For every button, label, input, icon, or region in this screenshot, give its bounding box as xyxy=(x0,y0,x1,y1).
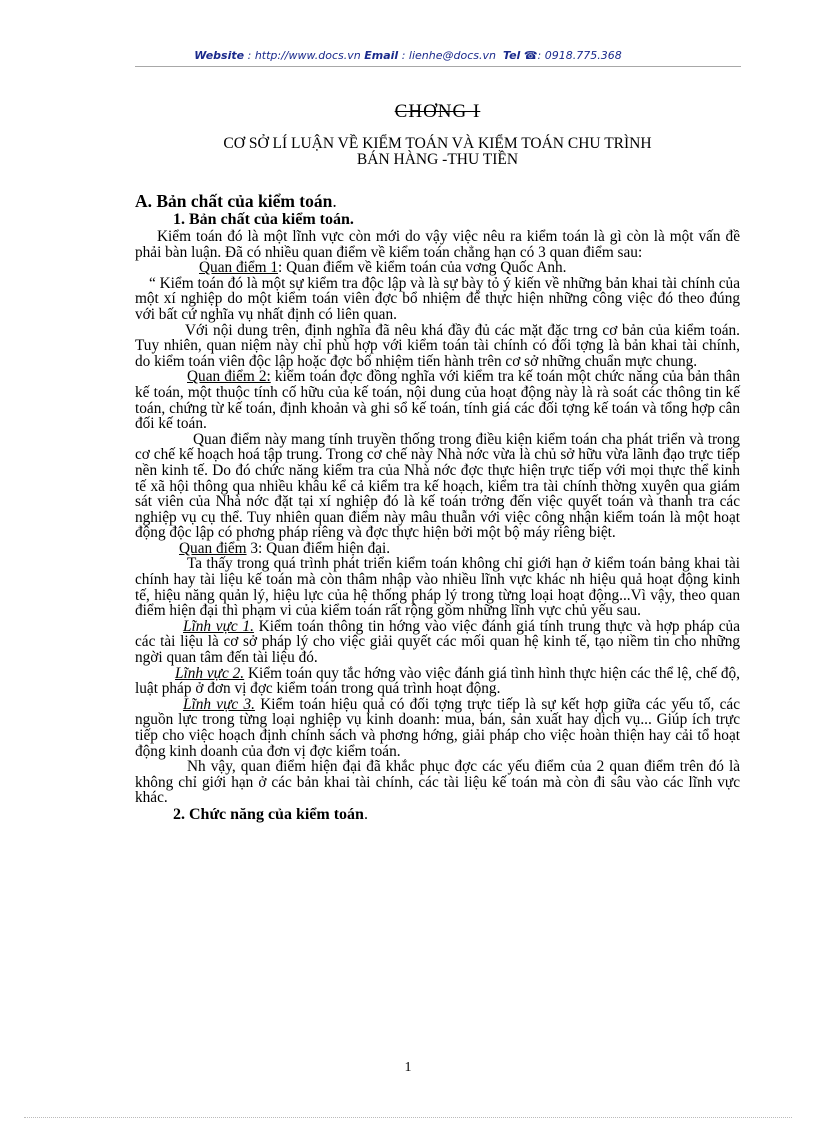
section-a-dot: . xyxy=(332,191,337,211)
section-a-text: A. Bản chất của kiểm toán xyxy=(135,191,333,211)
footer-rule xyxy=(24,1117,792,1118)
header-rule xyxy=(135,66,741,67)
field-1 xyxy=(135,619,740,666)
viewpoint-1-text: : Quan điểm về kiểm toán của vơng Quốc Anh. xyxy=(278,259,567,277)
subsection-2-dot: . xyxy=(363,805,368,823)
paragraph-4: Quan điểm này mang tính truyền thống trong điều kiện kiểm toán cha phát triển và trong cơ chế kế hoạch hoá tập trung. Trong cơ chế này Nhà nớc vừa là chủ sở hữu vừa lãnh đạo trực tiếp nền kinh tế. Do đó chức năng kiểm tra của Nhà nớc đợc thực hiện trực tiếp với mọi thực thể kinh tế xã hội thông qua nhiều khâu kể cả kiểm tra kế hoạch, kiểm tra tài chính thờng xuyên qua giám sát viên của Nhà nớc đặt tại xí nghiệp đó là kế toán trởng đến việc quyết toán và thanh tra các nghiệp vụ cụ thể. Tuy nhiên quan điểm này mâu thuẫn với việc công nhận kiểm toán là một hoạt động độc lập có phơng pháp riêng và đợc thực hiện bởi một bộ máy riêng biệt. xyxy=(135,430,740,542)
section-heading-a xyxy=(135,191,740,211)
field-2-text: Kiểm toán quy tắc hớng vào việc đánh giá tình hình thực hiện các thể lệ, chế độ, luật pháp ở đơn vị đợc kiểm toán trong quá trình hoạt động. xyxy=(135,664,740,698)
viewpoint-3-text: 3: Quan điểm hiện đại. xyxy=(246,539,391,557)
subtitle-line-1: CƠ SỞ LÍ LUẬN VỀ KIỂM TOÁN VÀ KIỂM TOÁN CHU TRÌNH xyxy=(223,135,652,152)
page-header xyxy=(0,49,816,62)
paragraph-3: Với nội dung trên, định nghĩa đã nêu khá đầy đủ các mặt đặc trng cơ bản của kiểm toán. Tuy nhiên, quan niệm này chỉ phù hợp với kiểm toán tài chính có đối tợng là bản khai tài chính, do kiểm toán viên độc lập hoặc đợc bổ nhiệm tiến hành trên cơ sở những chuẩn mực chung. xyxy=(135,321,740,370)
viewpoint-3-label: Quan điểm xyxy=(179,539,247,557)
viewpoint-2-label: Quan điểm 2: xyxy=(187,368,271,386)
page-number: 1 xyxy=(404,1060,412,1075)
website-label: Website xyxy=(194,49,245,62)
viewpoint-2-text: kiểm toán đợc đồng nghĩa với kiểm tra kế toán một chức năng của bản thân kế toán, một thuộc tính cố hữu của kế toán, nội dung của hoạt động này là rà soát các thông tin kế toán, chứng từ kế toán, định khoản và ghi sổ kế toán, tính giá các đối tợng kế toán và tổng hợp cân đối kế toán. xyxy=(135,368,740,433)
field-3-label: Lĩnh vực 3. xyxy=(183,695,255,713)
field-3-text: Kiểm toán hiệu quả có đối tợng trực tiếp là sự kết hợp giữa các yếu tố, các nguồn lực trong từng loại nghiệp vụ kinh doanh: mua, bán, sản xuất hay dịch vụ... Giúp ích trực tiếp cho việc hoạch định chính sách và phơng hớng, giải pháp cho việc hoàn thiện hay cải tổ hoạt động kinh doanh của đơn vị đợc kiểm toán. xyxy=(135,695,740,760)
viewpoint-2 xyxy=(135,369,740,431)
chapter-subtitle xyxy=(135,136,740,168)
email-label: Email xyxy=(364,49,399,62)
field-1-text: Kiểm toán thông tin hớng vào việc đánh giá tính trung thực và hợp pháp của các tài liệu là cơ sở pháp lý cho việc giải quyết các mối quan hệ kinh tế, tạo niềm tin cho những ngời quan tâm đến tài liệu đó. xyxy=(135,617,740,667)
website-sep: : xyxy=(244,49,255,62)
paragraph-2: “ Kiểm toán đó là một sự kiểm tra độc lập và là sự bày tỏ ý kiến về những bản khai tài chính của một xí nghiệp do một kiểm toán viên đợc bổ nhiệm để thực hiện những công việc đó theo đúng với bất cứ nghĩa vụ nhất định có liên quan. xyxy=(135,274,740,323)
subsection-2-text: 2. Chức năng của kiểm toán xyxy=(173,805,364,823)
tel-label: Tel xyxy=(502,49,521,62)
field-2 xyxy=(135,666,740,697)
field-3 xyxy=(135,697,740,759)
viewpoint-1 xyxy=(135,260,740,276)
subsection-heading-2 xyxy=(135,806,740,824)
subtitle-line-2: BÁN HÀNG -THU TIỀN xyxy=(356,151,519,168)
document-body xyxy=(135,100,740,824)
subsection-heading-1: 1. Bản chất của kiểm toán. xyxy=(173,211,354,228)
field-1-label: Lĩnh vực 1. xyxy=(183,617,254,635)
phone-icon: ☎ xyxy=(523,49,538,62)
chapter-title: CHƠNG I xyxy=(394,101,481,122)
email-value[interactable]: lienhe@docs.vn xyxy=(408,49,496,62)
website-url[interactable]: http://www.docs.vn xyxy=(254,49,361,62)
paragraph-1: Kiểm toán đó là một lĩnh vực còn mới do vậy việc nêu ra kiểm toán là gì còn là một vấn đề phải bàn luận. Đã có nhiều quan điểm về kiểm toán chẳng hạn có 3 quan điểm sau: xyxy=(135,228,740,261)
viewpoint-3 xyxy=(135,541,740,557)
field-2-label: Lĩnh vực 2. xyxy=(175,664,245,682)
email-sep: : xyxy=(398,49,409,62)
tel-value: : 0918.775.368 xyxy=(537,49,622,62)
paragraph-6: Nh vậy, quan điểm hiện đại đã khắc phục đợc các yếu điểm của 2 quan điểm trên đó là không chỉ giới hạn ở các bản khai tài chính, các tài liệu kế toán mà còn đi sâu vào các lĩnh vực khác. xyxy=(135,758,740,807)
paragraph-5: Ta thấy trong quá trình phát triển kiểm toán không chỉ giới hạn ở kiểm toán bảng khai tài chính hay tài liệu kế toán mà còn thâm nhập vào nhiều lĩnh vực khác nh hiệu quả hoạt động kinh tế, hiệu năng quản lý, hiệu lực của hệ thống pháp lý trong từng loại hoạt động...Vì vậy, theo quan điểm hiện đại thì phạm vi của kiểm toán rất rộng gồm những lĩnh vực chủ yếu sau. xyxy=(135,555,740,620)
viewpoint-1-label: Quan điểm 1 xyxy=(199,259,279,277)
